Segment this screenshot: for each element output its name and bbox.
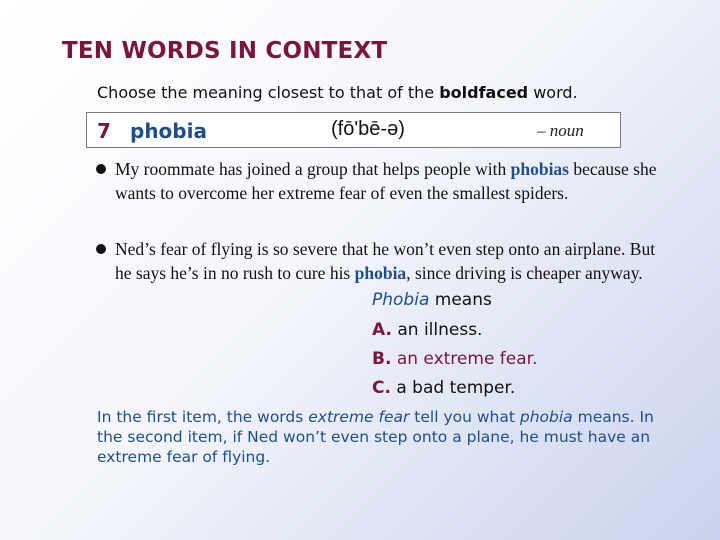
option-c-text: a bad temper. [396,378,516,398]
bullet-icon [96,244,106,254]
option-c-letter: C. [372,378,391,398]
vocabulary-entry-box [86,112,621,148]
example-sentence-2 [115,237,675,285]
entry-pronunciation: (fō'bē-ə) [331,118,405,140]
explanation-part-2: tell you what [409,408,520,426]
bullet-icon [96,164,106,174]
option-a-letter: A. [372,320,392,340]
entry-part-of-speech: – noun [537,121,584,140]
instructions-bold-word: boldfaced [439,83,529,102]
sentence-1-end: because she wants to overcome her extreme fear of even the smallest spiders. [115,159,657,203]
entry-number: 7 [97,119,111,143]
page-title: TEN WORDS IN CONTEXT [62,38,388,64]
entry-word: phobia [130,119,207,143]
explanation-part-1: In the first item, the words [97,408,309,426]
sentence-2-end: , since driving is cheaper anyway. [406,263,643,283]
option-b[interactable] [372,349,538,369]
explanation-part-3: means. In the second item, if Ned won’t even step onto a plane, he must have an extreme fear of flying. [97,408,654,466]
option-a-text: an illness. [397,320,483,340]
example-sentence-1 [115,157,675,205]
sentence-1-start: My roommate has joined a group that helps people with [115,159,511,179]
explanation-term-2: phobia [519,408,573,426]
explanation-term-1: extreme fear [308,408,410,426]
option-c[interactable] [372,378,515,398]
explanation [97,407,677,467]
option-a[interactable] [372,320,482,340]
instructions-text-start: Choose the meaning closest to that of the [97,83,440,102]
question-word: Phobia [372,290,430,310]
instructions [97,83,578,102]
sentence-2-highlight: phobia [354,263,407,283]
sentence-2-start: Ned’s fear of flying is so severe that he won’t even step onto an airplane. But he says he’s in no rush to cure his [115,239,656,283]
option-b-letter: B. [372,349,392,369]
instructions-text-end: word. [528,83,578,102]
sentence-1-highlight: phobias [510,159,569,179]
question-prompt [372,290,492,310]
option-b-text: an extreme fear. [396,349,538,369]
question-label: means [429,290,492,310]
